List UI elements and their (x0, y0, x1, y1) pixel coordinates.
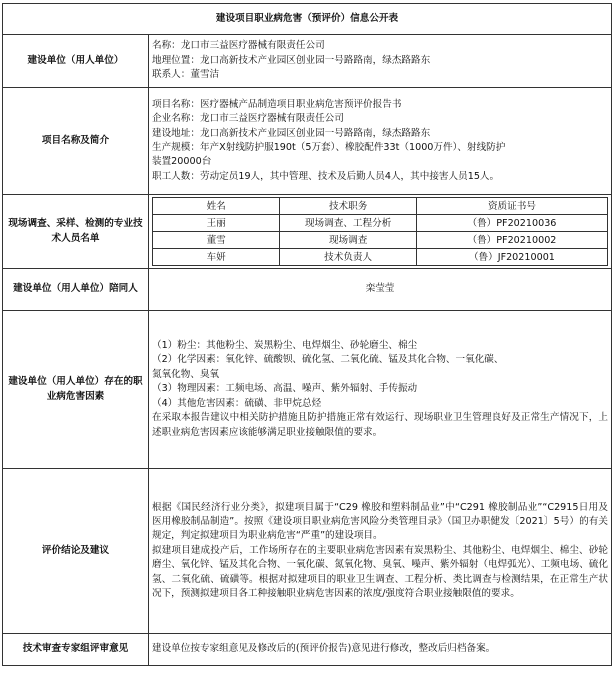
staff-content (149, 195, 612, 269)
conclusion-classification: 根据《国民经济行业分类》，拟建项目属于“C29 橡胶和塑料制品业”中“C291 橡胶制品业”“C2915日用及医用橡胶制品制造”。按照《建设项目职业病危害风险分类管理目录》（国卫办职健发〔2021〕5号）的有关规定，判定拟建项目为职业病危害“严重”的建设项目。 (152, 501, 608, 542)
companion-name: 栾莹莹 (149, 269, 612, 311)
staff-cert: （鲁）PF20210036 (416, 215, 607, 232)
staff-title: 现场调查、工程分析 (280, 215, 417, 232)
staff-table (152, 197, 608, 266)
project-address: 建设地址：龙口高新技术产业园区创业园一号路路南，绿杰路路东 (152, 127, 431, 139)
unit-content (149, 35, 612, 88)
hazard-physical: （3）物理因素：工频电场、高温、噪声、紫外辐射、手传振动 (152, 383, 418, 395)
staff-header-row (153, 198, 608, 215)
unit-contact: 联系人：董雪洁 (152, 69, 220, 81)
project-scale: 生产规模：年产X射线防护服190t（5万套）、橡胶配件33t（1000万件）、射线防护 (152, 142, 506, 153)
companion-row (3, 269, 612, 311)
staff-row-item (153, 215, 608, 232)
conclusion-content (149, 469, 612, 634)
staff-row-item (153, 249, 608, 266)
title-row (3, 4, 612, 35)
project-scale-cont: 装置20000台 (152, 156, 212, 168)
table-title: 建设项目职业病危害（预评价）信息公开表 (3, 4, 612, 35)
staff-name: 车妍 (153, 249, 280, 266)
conclusion-prediction: 拟建项目建成投产后，工作场所存在的主要职业病危害因素有炭黑粉尘、其他粉尘、电焊烟尘、棉尘、砂轮磨尘、氧化锌、锰及其化合物、一氧化碳、氮氧化物、臭氧、噪声、紫外辐射（电焊弧光）、工频电场、硫化氢、二氧化硫、硫磺等。根据对拟建项目的职业卫生调查、工程分析、类比调查与检测结果，在正常生产状况下，预测拟建项目各工种接触职业病危害因素的浓度/强度符合职业接触限值的要求。 (152, 544, 608, 600)
unit-label: 建设单位（用人单位） (3, 35, 149, 88)
staff-header-title: 技术职务 (280, 198, 417, 215)
unit-location: 地理位置：龙口高新技术产业园区创业园一号路路南，绿杰路路东 (152, 54, 431, 66)
review-opinion: 建设单位按专家组意见及修改后的(预评价报告)意见进行修改，整改后归档备案。 (149, 634, 612, 666)
hazard-dust: （1）粉尘：其他粉尘、炭黑粉尘、电焊烟尘、砂轮磨尘、棉尘 (152, 340, 418, 352)
staff-title: 技术负责人 (280, 249, 417, 266)
staff-row-item (153, 232, 608, 249)
staff-header-name: 姓名 (153, 198, 280, 215)
companion-label: 建设单位（用人单位）陪同人 (3, 269, 149, 311)
staff-row (3, 195, 612, 269)
staff-cert: （鲁）JF20210001 (416, 249, 607, 266)
unit-row (3, 35, 612, 88)
hazard-other: （4）其他危害因素：硫磺、非甲烷总烃 (152, 397, 322, 409)
unit-name: 名称：龙口市三益医疗器械有限责任公司 (152, 40, 325, 52)
review-row (3, 634, 612, 666)
hazards-row (3, 311, 612, 469)
hazards-label: 建设单位（用人单位）存在的职业病危害因素 (3, 311, 149, 469)
hazard-chemical-cont: 氮氧化物、臭氧 (152, 368, 220, 380)
conclusion-label: 评价结论及建议 (3, 469, 149, 634)
project-row (3, 88, 612, 195)
project-staff-count: 职工人数：劳动定员19人，其中管理、技术及后勤人员4人，其中接害人员15人。 (152, 170, 500, 182)
staff-name: 王丽 (153, 215, 280, 232)
staff-title: 现场调查 (280, 232, 417, 249)
project-label: 项目名称及简介 (3, 88, 149, 195)
staff-label: 现场调查、采样、检测的专业技术人员名单 (3, 195, 149, 269)
hazard-note: 在采取本报告建议中相关防护措施且防护措施正常有效运行、现场职业卫生管理良好及正常生产情况下，上述职业病危害因素应该能够满足职业接触限值的要求。 (152, 412, 608, 438)
review-label: 技术审查专家组评审意见 (3, 634, 149, 666)
project-name: 项目名称：医疗器械产品制造项目职业病危害预评价报告书 (152, 98, 402, 110)
project-content (149, 88, 612, 195)
hazard-chemical: （2）化学因素：氧化锌、硫酸钡、硫化氢、二氧化硫、锰及其化合物、一氧化碳、 (152, 354, 504, 366)
staff-cert: （鲁）PF20210002 (416, 232, 607, 249)
disclosure-table (2, 3, 612, 666)
project-company: 企业名称：龙口市三益医疗器械有限责任公司 (152, 113, 344, 125)
staff-header-cert: 资质证书号 (416, 198, 607, 215)
conclusion-row (3, 469, 612, 634)
staff-name: 董雪 (153, 232, 280, 249)
hazards-content (149, 311, 612, 469)
